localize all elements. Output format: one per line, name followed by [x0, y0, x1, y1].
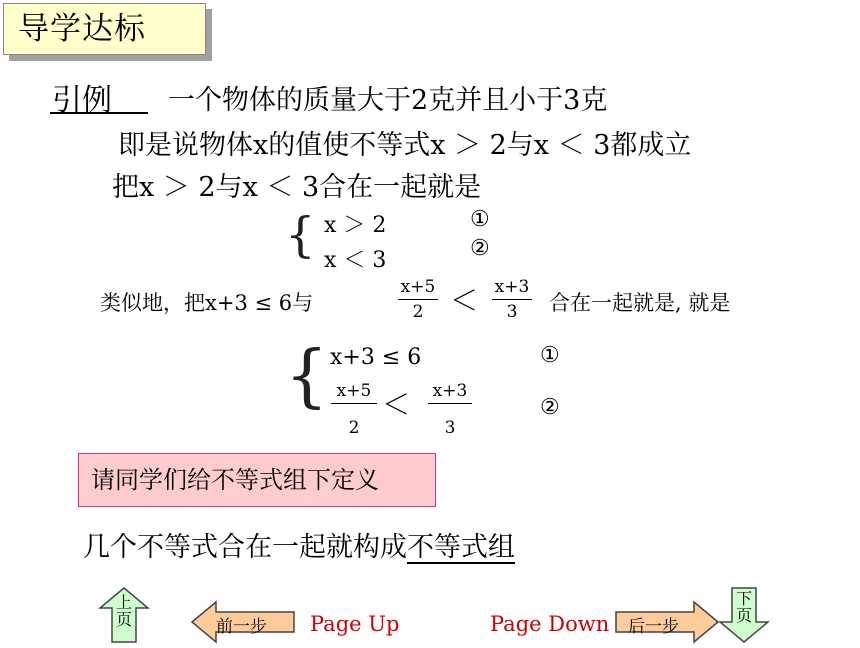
system2-frac2-num: x+3	[432, 381, 468, 401]
similar-frac2-den: 3	[506, 302, 518, 322]
system2-fraction-2	[428, 383, 472, 437]
page-up-link[interactable]: Page Up	[310, 612, 400, 636]
system2-mark1: ①	[540, 343, 560, 368]
definition-text: 几个不等式合在一起就构成	[83, 532, 407, 563]
similar-lt: ＜	[450, 284, 479, 317]
system1-mark1: ①	[470, 207, 490, 232]
definition-prompt-box: 请同学们给不等式组下定义	[78, 453, 436, 507]
intro-underline	[50, 112, 148, 114]
similar-frac1-den: 2	[412, 302, 424, 322]
line-2: 即是说物体x的值使不等式x ＞ 2与x ＜ 3都成立	[118, 130, 692, 161]
similar-fraction-2	[492, 279, 532, 321]
similar-suffix: 合在一起就是, 就是	[549, 291, 731, 315]
down-page-label: 下页	[735, 589, 752, 625]
system1-mark2: ②	[470, 236, 490, 261]
system2-frac1-den: 2	[348, 418, 360, 438]
system1-row1: x ＞ 2	[324, 213, 387, 238]
page-down-link[interactable]: Page Down	[490, 612, 610, 636]
next-step-label: 后一步	[628, 617, 679, 637]
previous-step-button[interactable]	[190, 600, 298, 644]
system2-fraction-1	[331, 383, 377, 437]
definition-line	[83, 525, 515, 564]
system2-mark2: ②	[540, 395, 560, 420]
similar-frac2-num: x+3	[494, 277, 530, 297]
intro-text: 一个物体的质量大于2克并且小于3克	[168, 85, 608, 116]
brace-2: {	[285, 337, 329, 416]
page-up-arrow-button[interactable]	[98, 586, 150, 644]
page-down-arrow-button[interactable]	[718, 586, 770, 644]
line-3: 把x ＞ 2与x ＜ 3合在一起就是	[112, 172, 482, 203]
system2-frac1-num: x+5	[336, 381, 372, 401]
system2-lt: ＜	[382, 388, 411, 421]
intro-label: 引例	[52, 83, 112, 118]
previous-step-label: 前一步	[216, 617, 267, 637]
next-step-button[interactable]	[612, 600, 720, 644]
similar-fraction-1	[398, 279, 438, 321]
definition-term: 不等式组	[407, 532, 515, 563]
system1-row2: x ＜ 3	[324, 248, 387, 273]
similar-frac1-num: x+5	[400, 277, 436, 297]
similar-prefix: 类似地，把x+3 ≤ 6与	[100, 291, 314, 315]
slide-title: 导学达标	[3, 3, 206, 55]
up-page-label: 上页	[115, 593, 132, 629]
brace-1: {	[285, 207, 316, 263]
system2-frac2-den: 3	[444, 418, 456, 438]
system2-row1: x+3 ≤ 6	[330, 345, 422, 370]
